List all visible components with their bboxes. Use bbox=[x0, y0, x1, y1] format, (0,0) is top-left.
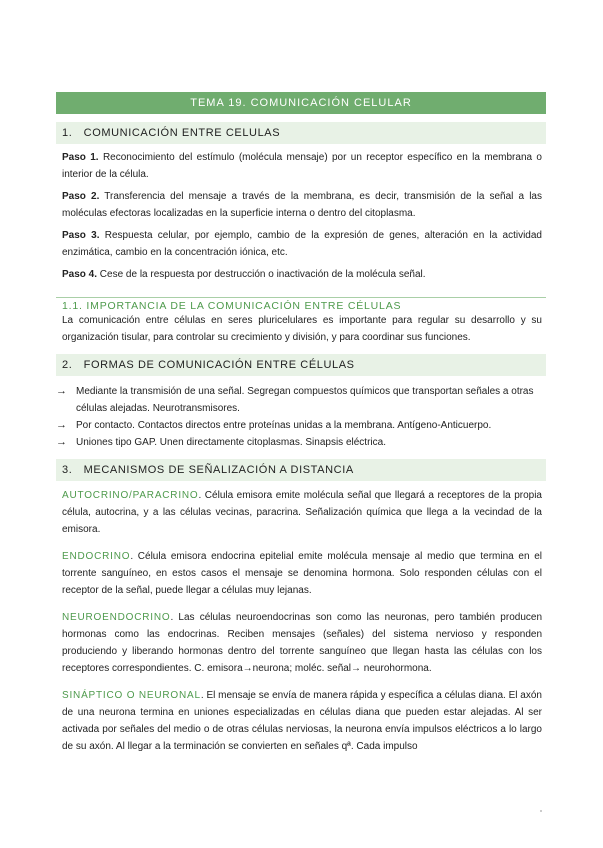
mechanism-sinaptico bbox=[62, 687, 542, 755]
section-2-title: FORMAS DE COMUNICACIÓN ENTRE CÉLULAS bbox=[83, 359, 355, 371]
page-marker-dot bbox=[540, 810, 542, 812]
mechanism-keyword: SINÁPTICO O NEURONAL bbox=[62, 690, 201, 701]
step-1-label: Paso 1. bbox=[62, 152, 99, 163]
subsection-1-1-body: La comunicación entre células en seres pluricelulares es importante para regular su desarrollo y su organización tisular, para controlar su crecimiento y división, y para coordinar sus funciones. bbox=[62, 315, 542, 343]
list-item-text: Por contacto. Contactos directos entre proteínas unidas a la membrana. Antígeno-Anticuerpo. bbox=[76, 420, 492, 431]
section-2-number: 2. bbox=[62, 359, 73, 371]
step-1 bbox=[62, 149, 542, 183]
document-page bbox=[56, 92, 546, 755]
mechanism-keyword: ENDOCRINO bbox=[62, 551, 131, 562]
section-1-title: COMUNICACIÓN ENTRE CELULAS bbox=[83, 127, 281, 139]
section-1-heading bbox=[56, 122, 546, 144]
mechanism-keyword: AUTOCRINO/PARACRINO bbox=[62, 490, 199, 501]
mechanism-text: . Célula emisora endocrina epitelial emite molécula mensaje al medio que termina en el torrente sanguíneo, en estos casos el mensaje se denomina hormona. Solo responden células con el receptor de la señal, puede llegar a células muy lejanas. bbox=[62, 551, 542, 596]
step-1-text: Reconocimiento del estímulo (molécula mensaje) por un receptor específico en la membrana o interior de la célula. bbox=[62, 152, 542, 180]
mechanism-text: . Célula emisora emite molécula señal que llegará a receptores de la propia célula, autocrina, y a las células vecinas, paracrina. Señalización química que llega a la vecindad de la emisora. bbox=[62, 490, 542, 535]
section-3-heading bbox=[56, 459, 546, 481]
arrow-right-icon: → bbox=[56, 385, 67, 397]
step-4-text: Cese de la respuesta por destrucción o inactivación de la molécula señal. bbox=[97, 269, 426, 280]
step-2-text: Transferencia del mensaje a través de la membrana, es decir, transmisión de la señal a las moléculas efectoras localizadas en la superficie interna o dentro del citoplasma. bbox=[62, 191, 542, 219]
mechanism-endocrino bbox=[62, 548, 542, 599]
step-4 bbox=[62, 266, 542, 283]
mechanism-text: . El mensaje se envía de manera rápida y específica a células diana. El axón de una neurona termina en uniones especializadas en células diana que pueden estar alejadas. Al ser activada por señales del medio o de otras células nerviosas, la neurona envía impulsos eléctricos a lo largo de su axón. Al llegar a la terminación se convierten en señales qª. Cada impulso bbox=[62, 690, 542, 752]
step-3-label: Paso 3. bbox=[62, 230, 100, 241]
communication-forms-list bbox=[56, 383, 542, 451]
list-item bbox=[56, 434, 542, 451]
step-3-text: Respuesta celular, por ejemplo, cambio de la expresión de genes, alteración en la actividad enzimática, cambio en la concentración iónica, etc. bbox=[62, 230, 542, 258]
section-3-number: 3. bbox=[62, 464, 73, 476]
section-2-heading bbox=[56, 354, 546, 376]
arrow-right-icon: → bbox=[56, 419, 67, 431]
step-2 bbox=[62, 188, 542, 222]
step-2-label: Paso 2. bbox=[62, 191, 100, 202]
list-item bbox=[56, 417, 542, 434]
list-item-text: Mediante la transmisión de una señal. Segregan compuestos químicos que transportan señales a otras células alejadas. Neurotransmisores. bbox=[76, 386, 534, 414]
mechanism-text: . Las células neuroendocrinas son como las neuronas, pero también producen hormonas como las endocrinas. Reciben mensajes (señales) del sistema nervioso y responden produciendo y liberando hormonas dentro del torrente sanguíneo que llegan hasta las células con los receptores correspondientes. C. emisora→neurona; moléc. señal→ neurohormona. bbox=[62, 612, 542, 674]
section-3-title: MECANISMOS DE SEÑALIZACIÓN A DISTANCIA bbox=[83, 464, 354, 476]
list-item-text: Uniones tipo GAP. Unen directamente citoplasmas. Sinapsis eléctrica. bbox=[76, 437, 386, 448]
document-title: TEMA 19. COMUNICACIÓN CELULAR bbox=[56, 92, 546, 114]
list-item bbox=[56, 383, 542, 417]
mechanism-autocrino bbox=[62, 487, 542, 538]
step-4-label: Paso 4. bbox=[62, 269, 98, 280]
mechanism-keyword: NEUROENDOCRINO bbox=[62, 612, 171, 623]
arrow-right-icon: → bbox=[56, 436, 67, 448]
mechanism-neuroendocrino bbox=[62, 609, 542, 677]
subsection-1-1-heading: 1.1. IMPORTANCIA DE LA COMUNICACIÓN ENTRE CÉLULAS bbox=[56, 297, 546, 312]
step-3 bbox=[62, 227, 542, 261]
section-1-number: 1. bbox=[62, 127, 73, 139]
